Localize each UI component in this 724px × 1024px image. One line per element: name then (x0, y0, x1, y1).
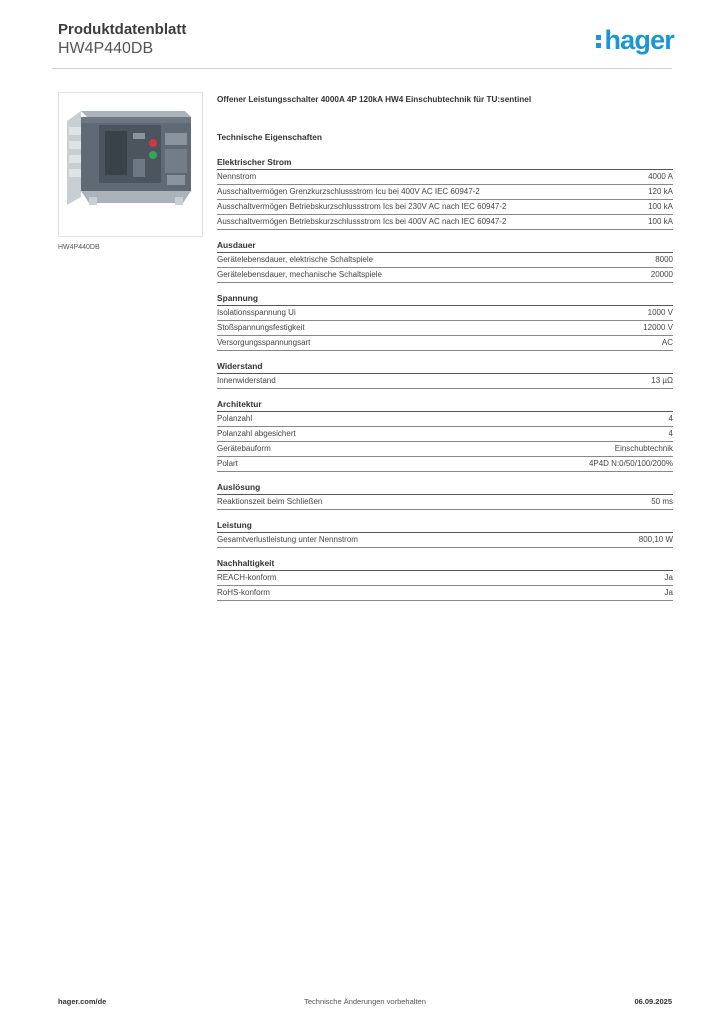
spec-label: Polart (217, 459, 238, 468)
spec-value: 4P4D N:0/50/100/200% (588, 459, 673, 468)
footer-disclaimer: Technische Änderungen vorbehalten (304, 997, 426, 1006)
spec-value: 12000 V (643, 323, 673, 332)
spec-row (217, 427, 673, 442)
spec-section (217, 240, 673, 283)
spec-label: Gesamtverlustleistung unter Nennstrom (217, 535, 358, 544)
spec-value: AC (661, 338, 673, 347)
section-title: Spannung (217, 293, 673, 306)
spec-value: Einschubtechnik (614, 444, 673, 453)
spec-label: Ausschaltvermögen Betriebskurzschlussstrom Ics bei 230V AC nach IEC 60947-2 (217, 202, 507, 211)
properties-list (217, 157, 673, 601)
spec-value: 8000 (655, 255, 673, 264)
spec-value: 50 ms (651, 497, 673, 506)
spec-section (217, 293, 673, 351)
spec-value: 4000 A (648, 172, 673, 181)
spec-label: Nennstrom (217, 172, 257, 181)
spec-label: Isolationsspannung Ui (217, 308, 296, 317)
spec-label: Stoßspannungsfestigkeit (217, 323, 305, 332)
properties-heading: Technische Eigenschaften (217, 132, 323, 142)
header-divider (52, 68, 672, 69)
footer-date: 06.09.2025 (634, 997, 672, 1006)
spec-value: 13 µΩ (651, 376, 673, 385)
spec-value: 1000 V (647, 308, 673, 317)
section-title: Auslösung (217, 482, 673, 495)
spec-row (217, 533, 673, 548)
spec-value: 4 (668, 414, 673, 423)
document-header (58, 20, 186, 58)
spec-row (217, 336, 673, 351)
document-title: Produktdatenblatt (58, 21, 187, 38)
spec-label: Gerätelebensdauer, elektrische Schaltspiele (217, 255, 374, 264)
spec-row (217, 412, 673, 427)
product-details (217, 94, 673, 611)
spec-value: Ja (664, 588, 673, 597)
footer-website: hager.com/de (58, 997, 107, 1006)
section-title: Architektur (217, 399, 673, 412)
spec-row (217, 253, 673, 268)
spec-row (217, 374, 673, 389)
spec-value: 4 (668, 429, 673, 438)
spec-label: Polanzahl (217, 414, 253, 423)
spec-row (217, 586, 673, 601)
section-title: Nachhaltigkeit (217, 558, 673, 571)
spec-label: Innenwiderstand (217, 376, 276, 385)
spec-section (217, 157, 673, 230)
spec-value: 800,10 W (638, 535, 673, 544)
spec-label: Ausschaltvermögen Betriebskurzschlussstrom Ics bei 400V AC nach IEC 60947-2 (217, 217, 507, 226)
logo-dots-icon (596, 32, 602, 50)
section-title: Widerstand (217, 361, 673, 374)
spec-row (217, 442, 673, 457)
image-caption: HW4P440DB (58, 244, 100, 251)
spec-row (217, 306, 673, 321)
spec-label: Reaktionszeit beim Schließen (217, 497, 323, 506)
spec-label: Gerätelebensdauer, mechanische Schaltspiele (217, 270, 382, 279)
section-title: Ausdauer (217, 240, 673, 253)
spec-label: Ausschaltvermögen Grenzkurzschlussstrom Icu bei 400V AC IEC 60947-2 (217, 187, 480, 196)
product-code: HW4P440DB (58, 40, 154, 57)
hager-logo (596, 26, 674, 54)
spec-row (217, 495, 673, 510)
section-title: Elektrischer Strom (217, 157, 673, 170)
spec-value: 120 kA (648, 187, 673, 196)
product-description: Offener Leistungsschalter 4000A 4P 120kA HW4 Einschubtechnik für TU:sentinel (217, 95, 532, 104)
spec-section (217, 399, 673, 472)
section-title: Leistung (217, 520, 673, 533)
logo-text: hager (604, 25, 674, 55)
spec-label: RoHS-konform (217, 588, 270, 597)
spec-value: 100 kA (648, 217, 673, 226)
spec-row (217, 200, 673, 215)
product-image (58, 92, 203, 237)
spec-row (217, 571, 673, 586)
spec-row (217, 170, 673, 185)
circuit-breaker-icon (59, 93, 202, 236)
spec-value: Ja (664, 573, 673, 582)
spec-section (217, 361, 673, 389)
spec-row (217, 268, 673, 283)
spec-row (217, 215, 673, 230)
spec-section (217, 558, 673, 601)
spec-section (217, 482, 673, 510)
spec-row (217, 321, 673, 336)
spec-label: Polanzahl abgesichert (217, 429, 296, 438)
spec-label: Gerätebauform (217, 444, 271, 453)
spec-label: REACH-konform (217, 573, 277, 582)
spec-label: Versorgungsspannungsart (217, 338, 311, 347)
spec-row (217, 457, 673, 472)
spec-value: 20000 (650, 270, 673, 279)
spec-value: 100 kA (648, 202, 673, 211)
spec-section (217, 520, 673, 548)
spec-row (217, 185, 673, 200)
